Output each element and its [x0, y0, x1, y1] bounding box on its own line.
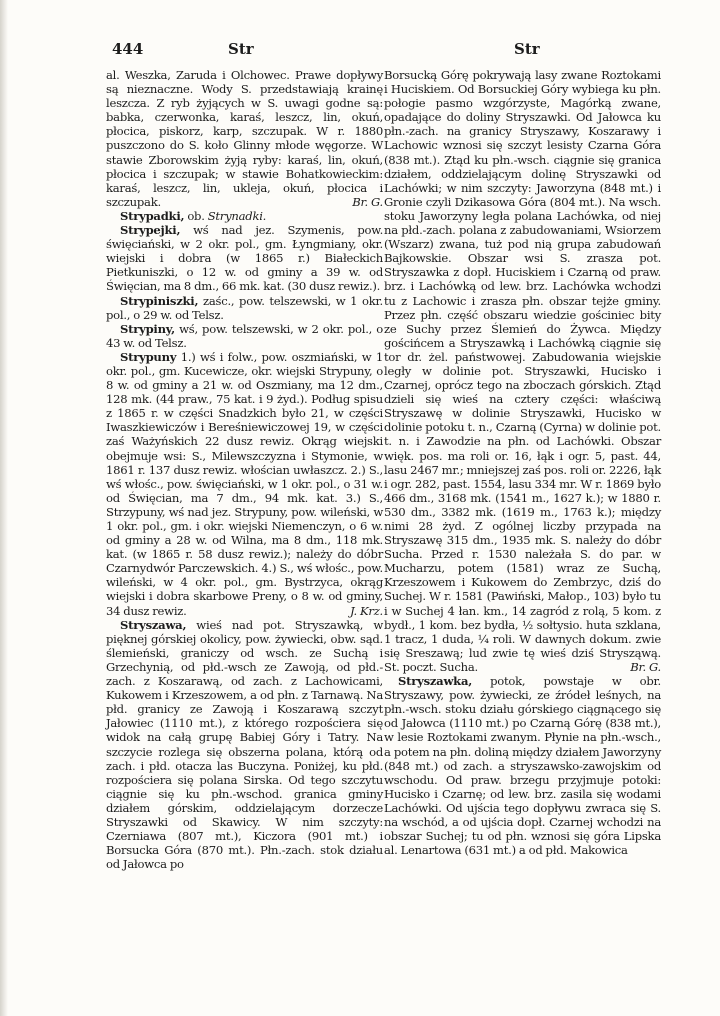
dictionary-entry: [384, 674, 661, 857]
entry-text: Borsucką Górę pokrywają lasy zwane Roztokami i Huciskiem. Od Borsuckiej Góry wybiega ku płn. połogie pasmo wzgórzyste, Magórką zwane, opadające do doliny Stryszawki. Od Jałowca ku płn.-zach. na granicy Stryszawy, Koszarawy i Lachowic wznosi się szczyt lesisty Czarna Góra (838 mt.). Ztąd ku płn.-wsch. ciągnie się granica działem, oddzielającym dolinę Stryszawki od Lachówki; w nim szczyty: Jaworzyna (848 mt.) i Gronie czyli Dzikasowa Góra (804 mt.). Na wsch. stoku Jaworzyny legła polana Lachówka, od niej na płd.-zach. polana z zabudowaniami, Wsiorzem (Wszarz) zwana, tuż pod nią grupa zabudowań Bajkowskie. Obszar wsi S. zrasza pot. Stryszawka z dopł. Huciskiem i Czarną od praw. brz. i Lachówką od lew. brz. Lachówka wchodzi tu z Lachowic i zrasza płn. obszar tejże gminy. Przez płn. część obszaru wiedzie gościniec bity ze Suchy przez Ślemień do Żywca. Między gościńcem a Stryszawką i Lachówką ciągnie się tor dr. żel. państwowej. Zabudowania wiejskie legły w dolinie pot. Stryszawki, Hucisko i Czarnej, oprócz tego na zboczach górskich. Ztąd dzieli się wieś na cztery części: właściwą Stryszawę w dolinie Stryszawki, Hucisko w dolinie potoku t. n., Czarną (Cyrna) w dolinie pot. t. n. i Zawodzie na płn. od Lachówki. Obszar więk. pos. ma roli or. 16, łąk i ogr. 5, past. 44, lasu 2467 mr.; mniejszej zaś pos. roli or. 2226, łąk i ogr. 282, past. 1554, lasu 334 mr. W r. 1869 było 466 dm., 3168 mk. (1541 m., 1627 k.); w 1880 r. 530 dm., 3382 mk. (1619 m., 1763 k.); między nimi 28 żyd. Z ogólnej liczby przypada na Stryszawę 315 dm., 1935 mk. S. należy do dóbr Sucha. Przed r. 1530 należała S. do par. w Mucharzu, potem (1581) wraz ze Suchą, Krzeszowem i Kukowem do Zembrzyc, dziś do Suchej. W r. 1581 (Pawiński, Małop., 103) było tu i w Suchej 4 łan. km., 14 zagród z rolą, 5 kom. z bydł., 1 kom. bez bydła, ½ sołtysio. huta szklana, 1 tracz, 1 duda, ¼ roli. W dawnych dokum. zwie się Sreszawą; lud zwie tę wieś dziś Strysząwą. St. poczt. Sucha.: [384, 68, 661, 674]
entry-headword: Strypuny: [120, 349, 177, 364]
author-signature: Br. G.: [352, 194, 383, 209]
running-title-right: Str: [514, 40, 540, 58]
entry-text: wś nad jez. Szymenis, pow. święciański, w 2 okr. pol., gm. Łyngmiany, okr. wiejski i dobra (w 1865 r.) Białeckich Pietkuniszki, o 12 w. od gminy a 39 w. od Święcian, ma 8 dm., 66 mk. kat. (30 dusz rewiz.).: [106, 223, 383, 294]
entry-headword: Strypiny,: [120, 321, 175, 336]
entry-text: wś, pow. telszewski, w 2 okr. pol., o 43 w. od Telsz.: [106, 321, 383, 350]
entry-text: potok, powstaje w obr. Stryszawy, pow. żywiecki, ze źródeł leśnych, na płn.-wsch. stoku działu górskiego ciągnącego się od Jałowca (1110 mt.) po Czarną Górę (838 mt.), w lesie Roztokami zwanym. Płynie na płn.-wsch., a potem na płn. doliną między działem Jaworzyny (848 mt.) od zach. a stryszawsko-zawojskim od wschodu. Od praw. brzegu przyjmuje potoki: Hucisko i Czarnę; od lew. brz. zasila się wodami Lachówki. Od ujścia tego dopływu zwraca się S. na wschód, a od ujścia dopł. Czarnej wchodzi na obszar Suchej; tu od płn. wznosi się góra Lipska al. Lenartowa (631 mt.) a od płd. Makowica: [384, 674, 661, 858]
dictionary-entry: [106, 350, 383, 618]
author-signature: J. Krz.: [350, 603, 383, 618]
dictionary-entry: [106, 322, 383, 350]
left-column: [106, 68, 383, 871]
right-column: [384, 68, 661, 857]
entry-text: al. Weszka, Zaruda i Olchowec. Prawe dopływy są nieznaczne. Wody S. przedstawiają krainę leszcza. Z ryb żyjących w S. uwagi godne są: babka, czerwonka, karaś, leszcz, lin, okuń, płocica, piskorz, karp, szczupak. W r. 1880 puszczono do S. koło Glinny młode węgorze. W stawie Zborowskim żyją ryby: karaś, lin, okuń, płocica i szczupak; w stawie Bohatkowieckim: karaś, leszcz, lin, ukleja, okuń, płocica i szczupak.: [106, 68, 383, 209]
page-number: 444: [112, 40, 144, 58]
entry-headword: Stryszawka,: [398, 674, 473, 689]
entry-headword: Strypiniszki,: [120, 293, 199, 308]
entry-text: ob.: [184, 208, 208, 223]
entry-text: 1.) wś i folw., pow. oszmiański, w 1 okr. pol., gm. Kucewicze, okr. wiejski Strypuny, o 8 w. od gminy a 21 w. od Oszmiany, ma 12 dm., 128 mk. (44 praw., 75 kat. i 9 żyd.). Podług spisu z 1865 r. w części Snadzkich było 21, w części Iwaszkiewiczów i Bereśniewiczowej 19, w części zaś Ważyńskich 22 dusz rewiz. Okrąg wiejski obejmuje wsi: S., Milewszczyzna i Stymonie, w 1861 r. 137 dusz rewiz. włościan uwłaszcz. 2.) S., wś włośc., pow. święciański, w 1 okr. pol., o 31 w. od Święcian, ma 7 dm., 94 mk. kat. 3.) S., Strzypuny, wś nad jez. Strypuny, pow. wileński, w 1 okr. pol., gm. i okr. wiejski Niemenczyn, o 6 w. od gminy a 28 w. od Wilna, ma 8 dm., 118 mk. kat. (w 1865 r. 58 dusz rewiz.); należy do dóbr Czarnydwór Parczewskich. 4.) S., wś włośc., pow. wileński, w 4 okr. pol., gm. Bystrzyca, okrąg wiejski i dobra skarbowe Preny, o 8 w. od gminy, 34 dusz rewiz.: [106, 349, 383, 618]
continuation-paragraph: [384, 68, 661, 674]
running-header: [112, 40, 694, 62]
dictionary-entry: [106, 209, 383, 223]
dictionary-entry: [106, 618, 383, 872]
continuation-paragraph: [106, 68, 383, 209]
entry-reference: Strynadki.: [207, 208, 267, 223]
dictionary-entry: [106, 294, 383, 322]
entry-text: wieś nad pot. Stryszawką, w pięknej górskiej okolicy, pow. żywiecki, obw. sąd. ślemieński, graniczy od wsch. ze Suchą i Grzechynią, od płd.-wsch ze Zawoją, od płd.-zach. z Koszarawą, od zach. z Lachowicami, Kukowem i Krzeszowem, a od płn. z Tarnawą. Na płd. granicy ze Zawoją i Koszarawą szczyt Jałowiec (1110 mt.), z którego rozpościera się widok na całą grupę Babiej Góry i Tatry. Na szczycie rozlega się obszerna polana, którą od zach. i płd. otacza las Buczyna. Poniżej, ku płd. rozpościera się polana Sirska. Od tego szczytu ciągnie się ku płn.-wschod. granica gminy działem górskim, oddzielającym dorzecze Stryszawki od Skawicy. W nim szczyty: Czerniawa (807 mt.), Kiczora (901 mt.) i Borsucka Góra (870 mt.). Płn.-zach. stok działu od Jałowca po: [106, 617, 383, 872]
running-title-left: Str: [228, 40, 254, 58]
author-signature: Br. G.: [630, 659, 661, 674]
page-edge-shadow: [0, 0, 8, 1016]
dictionary-entry: [106, 223, 383, 293]
entry-headword: Stryszawa,: [120, 617, 187, 632]
entry-text: zaśc., pow. telszewski, w 1 okr. pol., o 29 w. od Telsz.: [106, 293, 383, 322]
entry-headword: Strypadki,: [120, 208, 185, 223]
entry-headword: Strypejki,: [120, 223, 181, 238]
